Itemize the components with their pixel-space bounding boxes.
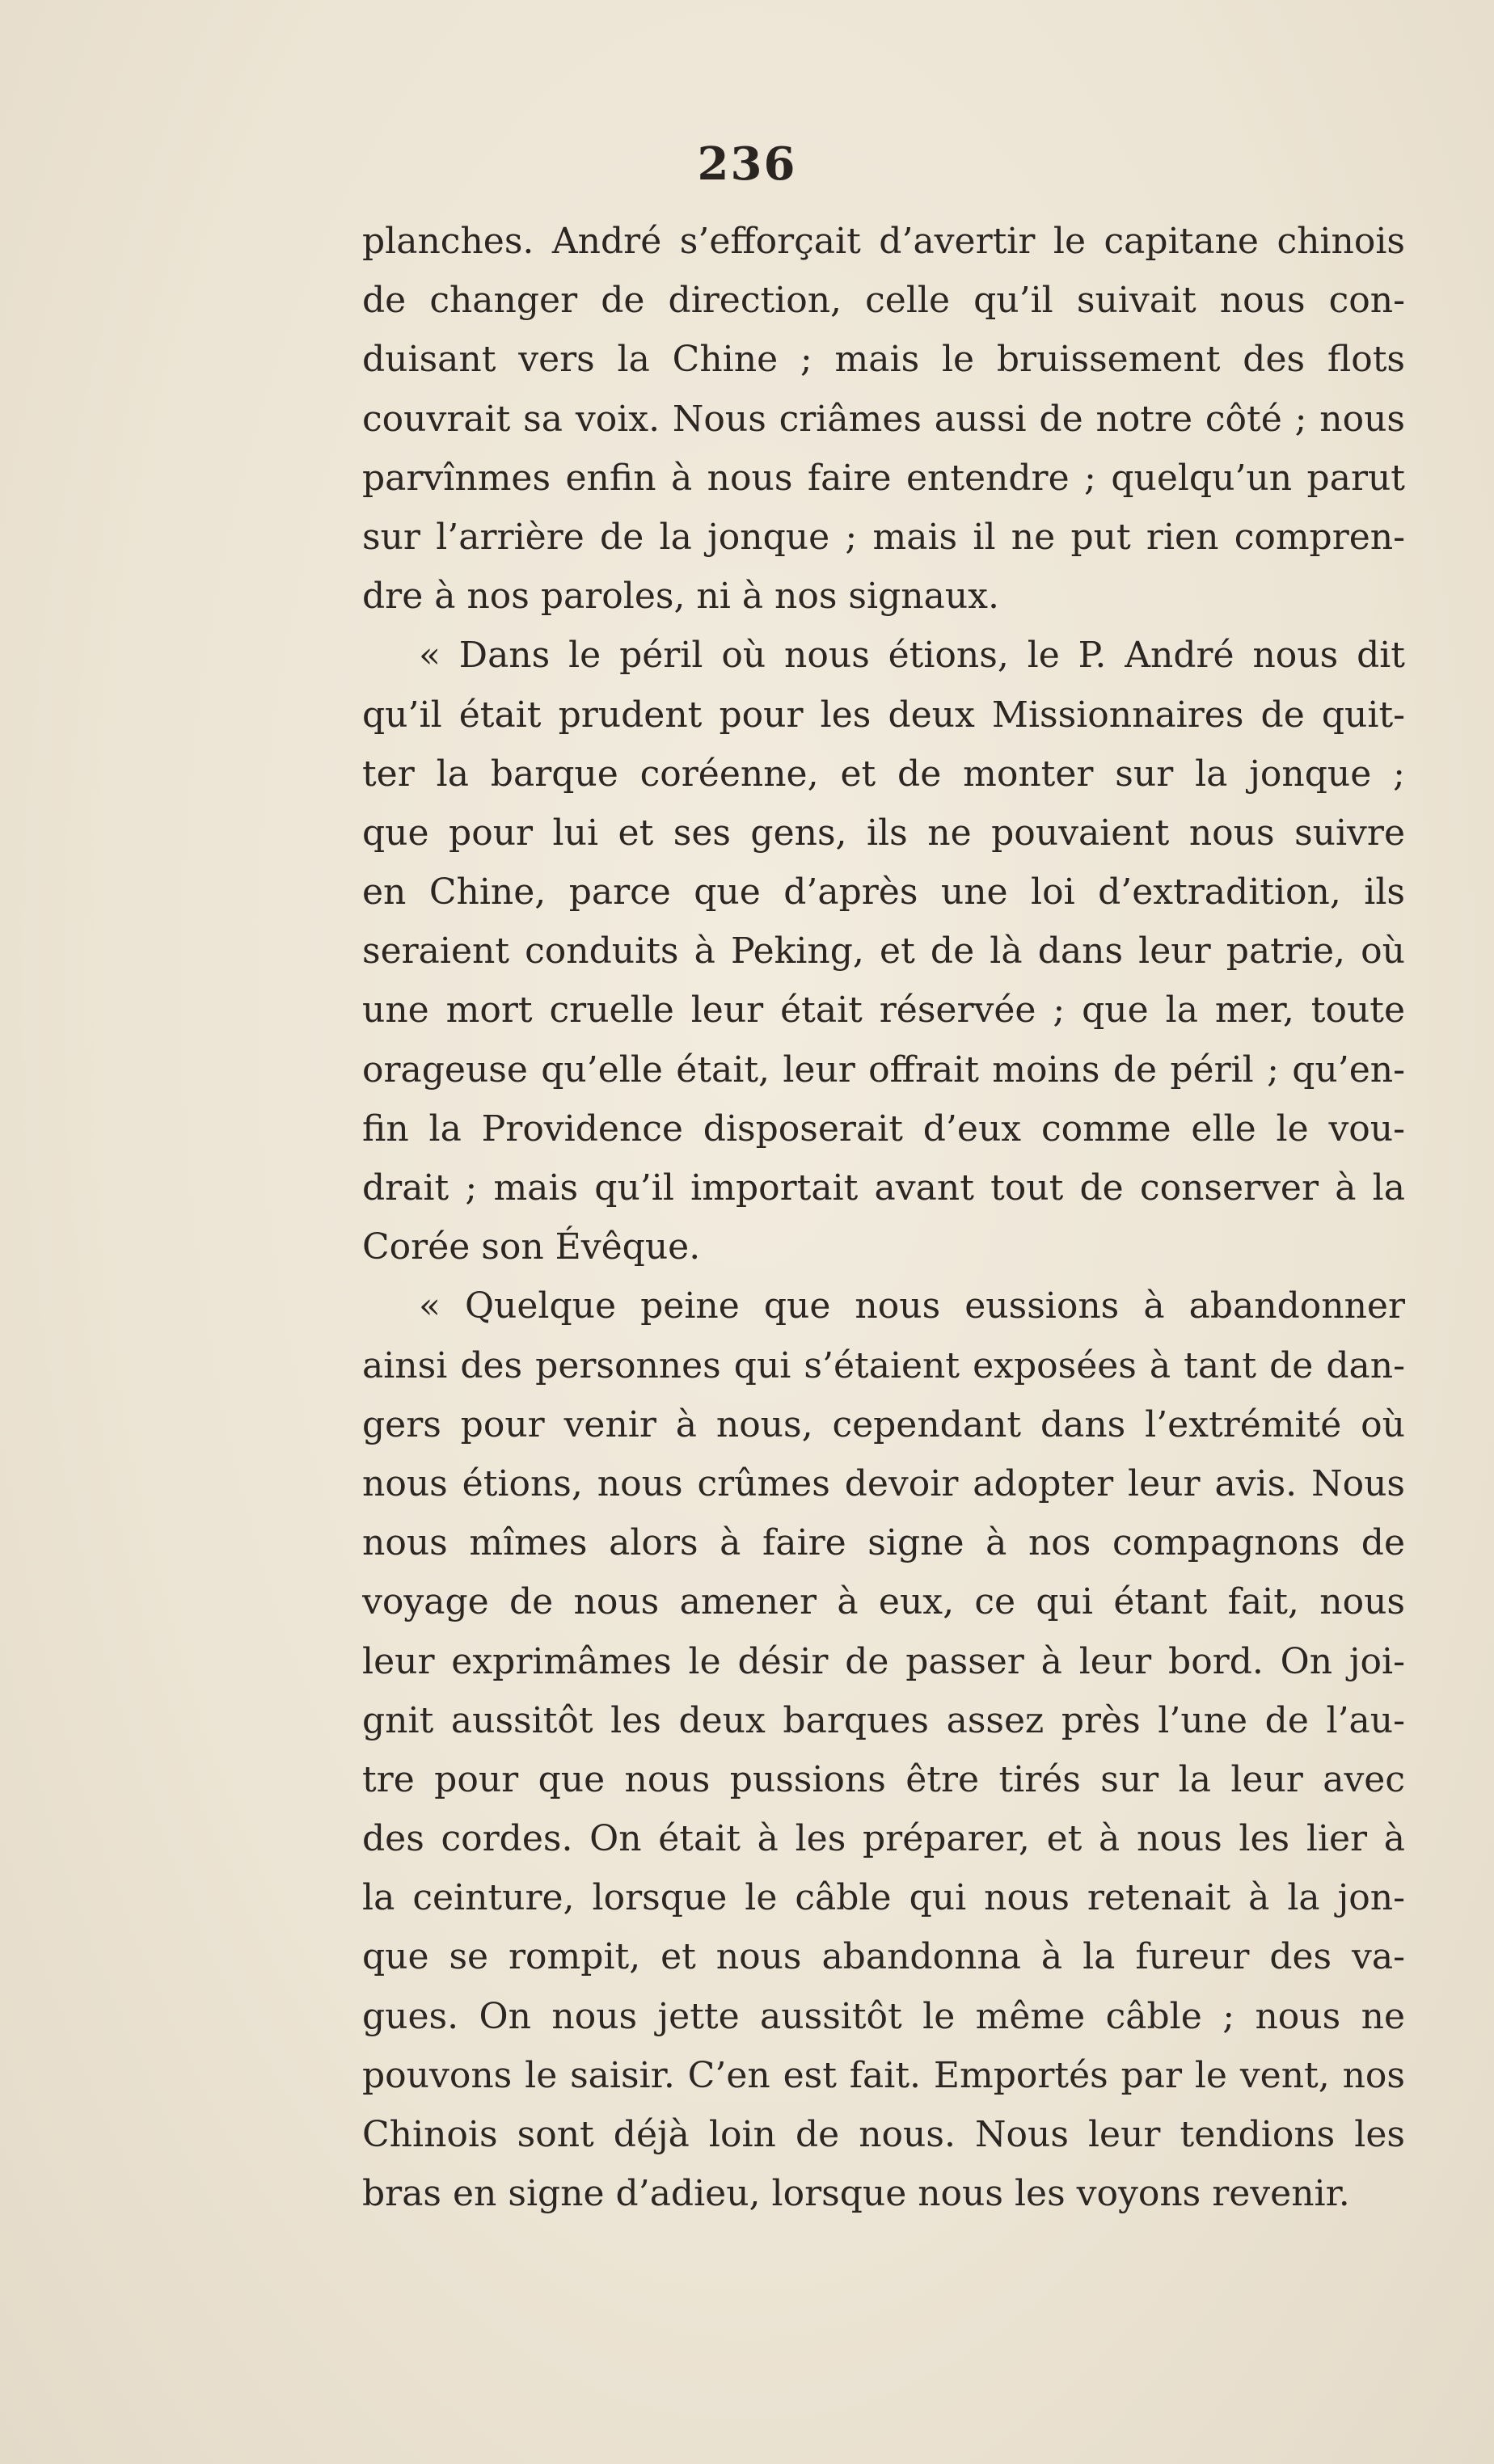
- text-line: Corée son Évêque.: [362, 1226, 701, 1268]
- paragraph-start-line: « Dans le péril où nous étions, le P. André nous dit: [419, 635, 1405, 677]
- text-line: gues. On nous jette aussitôt le même câble ; nous ne: [362, 1995, 1405, 2037]
- text-line: Chinois sont déjà loin de nous. Nous leur tendions les: [362, 2114, 1405, 2155]
- text-line: bras en signe d’adieu, lorsque nous les voyons revenir.: [362, 2173, 1350, 2215]
- text-line: de changer de direction, celle qu’il suivait nous con-: [362, 280, 1405, 322]
- text-line: fin la Providence disposerait d’eux comme elle le vou-: [362, 1108, 1405, 1150]
- text-line: gers pour venir à nous, cependant dans l’extrémité où: [362, 1403, 1405, 1445]
- text-line: en Chine, parce que d’après une loi d’extradition, ils: [362, 871, 1405, 913]
- text-line: parvînmes enfin à nous faire entendre ; quelqu’un parut: [362, 457, 1405, 499]
- text-line: drait ; mais qu’il importait avant tout de conserver à la: [362, 1167, 1405, 1209]
- text-line: qu’il était prudent pour les deux Missionnaires de quit-: [362, 694, 1405, 736]
- text-line: planches. André s’efforçait d’avertir le capitane chinois: [362, 221, 1405, 262]
- paragraph-start-line: « Quelque peine que nous eussions à abandonner: [419, 1285, 1405, 1327]
- text-line: que se rompit, et nous abandonna à la fureur des va-: [362, 1936, 1405, 1978]
- page-number: 236: [697, 137, 797, 191]
- text-line: nous étions, nous crûmes devoir adopter leur avis. Nous: [362, 1462, 1405, 1504]
- text-line: sur l’arrière de la jonque ; mais il ne put rien compren-: [362, 516, 1405, 558]
- text-line: des cordes. On était à les préparer, et à nous les lier à: [362, 1818, 1405, 1860]
- text-line: dre à nos paroles, ni à nos signaux.: [362, 576, 999, 618]
- text-line: voyage de nous amener à eux, ce qui étant fait, nous: [362, 1581, 1405, 1623]
- text-line: une mort cruelle leur était réservée ; que la mer, toute: [362, 989, 1405, 1032]
- text-line: duisant vers la Chine ; mais le bruissement des flots: [362, 339, 1405, 381]
- text-line: couvrait sa voix. Nous criâmes aussi de notre côté ; nous: [362, 398, 1405, 440]
- text-line: gnit aussitôt les deux barques assez près l’une de l’au-: [362, 1699, 1405, 1741]
- text-line: orageuse qu’elle était, leur offrait moins de péril ; qu’en-: [362, 1048, 1405, 1091]
- text-line: pouvons le saisir. C’en est fait. Emportés par le vent, nos: [362, 2054, 1405, 2096]
- text-line: seraient conduits à Peking, et de là dans leur patrie, où: [362, 930, 1405, 973]
- body-text: [362, 212, 1405, 2223]
- text-line: nous mîmes alors à faire signe à nos compagnons de: [362, 1522, 1405, 1564]
- text-line: la ceinture, lorsque le câble qui nous retenait à la jon-: [362, 1877, 1405, 1919]
- text-line: ainsi des personnes qui s’étaient exposées à tant de dan-: [362, 1344, 1405, 1386]
- text-line: ter la barque coréenne, et de monter sur la jonque ;: [362, 753, 1405, 795]
- text-line: leur exprimâmes le désir de passer à leur bord. On joi-: [362, 1640, 1405, 1682]
- text-line: tre pour que nous pussions être tirés sur la leur avec: [362, 1758, 1405, 1800]
- text-line: que pour lui et ses gens, ils ne pouvaient nous suivre: [362, 812, 1405, 854]
